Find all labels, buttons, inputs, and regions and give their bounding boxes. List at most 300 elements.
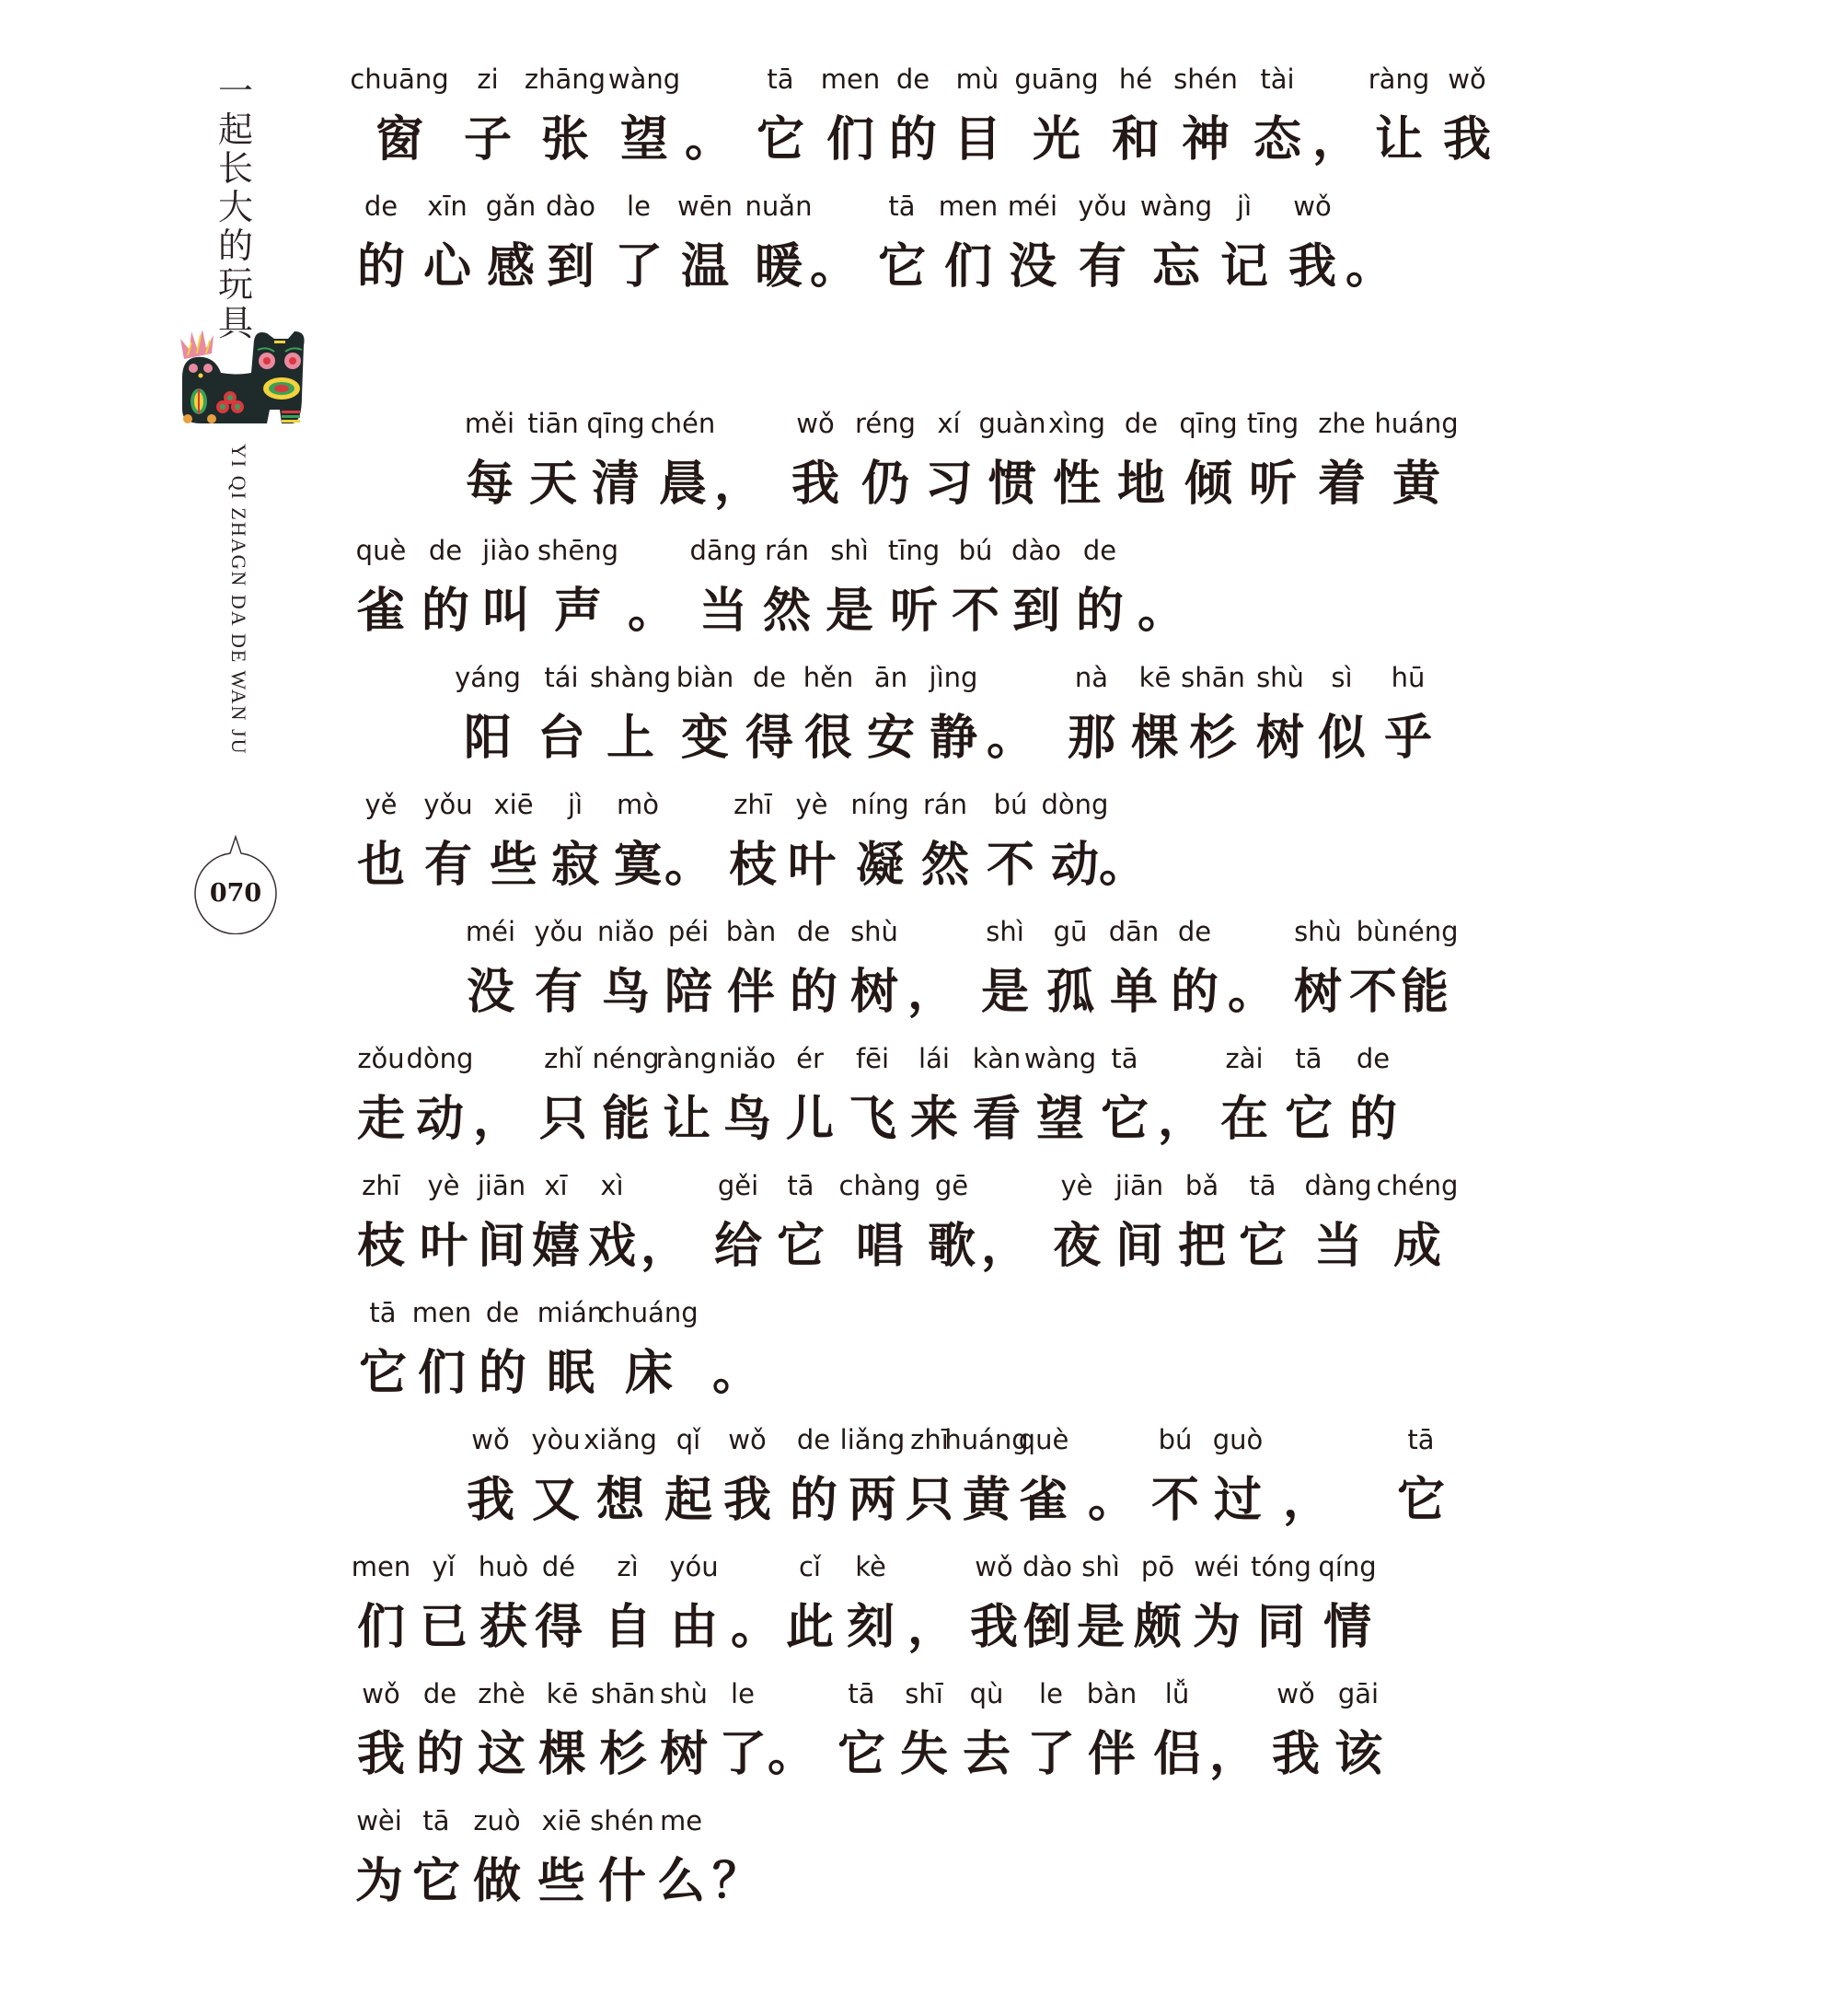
pinyin-syllable: gāi — [1337, 1678, 1380, 1709]
hanzi-character: 动 — [415, 1092, 465, 1147]
pinyin-syllable: wǒ — [728, 1424, 767, 1455]
hanzi-character: 黄 — [1392, 457, 1441, 512]
pinyin-syllable: de — [752, 662, 787, 693]
pinyin-syllable: shù — [1256, 662, 1304, 693]
pinyin-syllable: de — [1082, 535, 1117, 566]
punctuation: ， — [1282, 1473, 1332, 1528]
pinyin-syllable: zǒu — [357, 1043, 405, 1074]
hanzi-character: 们 — [826, 112, 875, 168]
pinyin-syllable: què — [355, 535, 407, 566]
hanzi-character: 由 — [669, 1600, 719, 1655]
pinyin-syllable: chéng — [1376, 1170, 1459, 1201]
folk-toy-tiger-icon — [164, 322, 311, 433]
pinyin-syllable: zuò — [473, 1805, 521, 1836]
hanzi-character: 颇 — [1133, 1600, 1183, 1655]
hanzi-character: 倾 — [1184, 457, 1233, 512]
hanzi-character: 侣 — [1152, 1727, 1202, 1782]
pinyin-syllable: tīng — [1246, 408, 1299, 439]
pinyin-syllable: guàn — [978, 408, 1046, 439]
pinyin-syllable: yòu — [531, 1424, 581, 1455]
pinyin-syllable: zhe — [1318, 408, 1366, 439]
pinyin-syllable: shì — [986, 916, 1024, 947]
pinyin-syllable: yáng — [455, 662, 521, 693]
hanzi-character: 又 — [531, 1473, 581, 1528]
pinyin-syllable: yǒu — [423, 789, 473, 820]
pinyin-syllable: péi — [667, 916, 710, 947]
pinyin-syllable: bú — [993, 789, 1028, 820]
pinyin-syllable: me — [659, 1805, 703, 1836]
hanzi-character: 有 — [423, 838, 473, 893]
hanzi-character: 是 — [1076, 1600, 1126, 1655]
punctuation: ， — [980, 1219, 1030, 1274]
hanzi-character: 它 — [756, 112, 805, 168]
hanzi-character: 的 — [888, 112, 938, 168]
hanzi-character: 上 — [606, 711, 655, 766]
hanzi-character: 感 — [486, 239, 536, 295]
hanzi-character: 儿 — [785, 1092, 835, 1147]
hanzi-character: 么 — [656, 1854, 706, 1909]
punctuation: 。 — [1137, 584, 1186, 639]
hanzi-character: 雀 — [1019, 1473, 1068, 1528]
pinyin-syllable: wǒ — [1293, 191, 1332, 222]
hanzi-character: 我 — [791, 457, 840, 512]
punctuation: ， — [472, 1092, 522, 1147]
hanzi-character: 来 — [909, 1092, 959, 1147]
hanzi-character: 光 — [1032, 112, 1081, 168]
hanzi-character: 到 — [546, 239, 595, 295]
pinyin-syllable: bàn — [1086, 1678, 1138, 1709]
pinyin-syllable: wàng — [607, 64, 681, 95]
pinyin-syllable: hěn — [803, 662, 854, 693]
hanzi-character: 什 — [597, 1854, 647, 1909]
pinyin-syllable: de — [1356, 1043, 1391, 1074]
hanzi-character: 为 — [354, 1854, 404, 1909]
hanzi-character: 阳 — [463, 711, 513, 766]
hanzi-character: 地 — [1116, 457, 1166, 512]
hanzi-character: 在 — [1219, 1092, 1269, 1147]
pinyin-syllable: zhī — [910, 1424, 949, 1455]
pinyin-syllable: kàn — [972, 1043, 1022, 1074]
pinyin-syllable: de — [364, 191, 398, 222]
hanzi-character: 树 — [849, 965, 899, 1020]
pinyin-syllable: kē — [546, 1678, 579, 1709]
hanzi-character: 它 — [358, 1346, 408, 1401]
pinyin-syllable: měi — [464, 408, 515, 439]
hanzi-character: 安 — [866, 711, 916, 766]
pinyin-syllable: zhī — [362, 1170, 400, 1201]
hanzi-character: 那 — [1067, 711, 1116, 766]
pinyin-syllable: tiān — [527, 408, 579, 439]
pinyin-syllable: men — [938, 191, 999, 222]
pinyin-syllable: réng — [855, 408, 916, 439]
pinyin-syllable: méi — [465, 916, 516, 947]
punctuation: 。 — [986, 711, 1035, 766]
pinyin-syllable: biàn — [676, 662, 734, 693]
pinyin-syllable: huò — [478, 1551, 529, 1582]
hanzi-character: 当 — [699, 584, 748, 639]
hanzi-character: 是 — [980, 965, 1030, 1020]
pinyin-syllable: mián — [537, 1297, 605, 1328]
pinyin-syllable: tái — [544, 662, 579, 693]
hanzi-character: 树 — [1293, 965, 1343, 1020]
pinyin-syllable: fēi — [855, 1043, 890, 1074]
pinyin-syllable: nà — [1074, 662, 1109, 693]
pinyin-syllable: zhè — [478, 1678, 526, 1709]
hanzi-character: 想 — [595, 1473, 645, 1528]
hanzi-character: 然 — [920, 838, 970, 893]
hanzi-character: 的 — [789, 965, 838, 1020]
punctuation: 。 — [1098, 838, 1148, 893]
punctuation: ， — [1311, 112, 1361, 168]
pinyin-syllable: dé — [541, 1551, 576, 1582]
pinyin-syllable: bǎ — [1184, 1170, 1219, 1201]
pinyin-syllable: xīn — [427, 191, 468, 222]
hanzi-character: 也 — [356, 838, 406, 893]
pinyin-syllable: tài — [1260, 64, 1295, 95]
pinyin-syllable: le — [1039, 1678, 1063, 1709]
pinyin-syllable: zài — [1225, 1043, 1264, 1074]
pinyin-syllable: yè — [1060, 1170, 1093, 1201]
hanzi-character: 只 — [538, 1092, 588, 1147]
pinyin-syllable: wǒ — [1448, 64, 1486, 95]
hanzi-character: 戏 — [587, 1219, 637, 1274]
pinyin-syllable: gū — [1053, 916, 1088, 947]
hanzi-character: 的 — [478, 1346, 527, 1401]
pinyin-syllable: de — [796, 916, 831, 947]
pinyin-syllable: shén — [590, 1805, 654, 1836]
pinyin-syllable: men — [411, 1297, 472, 1328]
book-title-vertical — [214, 72, 258, 342]
hanzi-character: 变 — [680, 711, 730, 766]
hanzi-character: 我 — [356, 1727, 406, 1782]
pinyin-syllable: gē — [934, 1170, 969, 1201]
hanzi-character: 我 — [466, 1473, 515, 1528]
hanzi-character: 刻 — [846, 1600, 895, 1655]
punctuation: ， — [1208, 1727, 1258, 1782]
pinyin-syllable: dāng — [689, 535, 757, 566]
pinyin-syllable: xī — [544, 1170, 568, 1201]
pinyin-syllable: xiē — [493, 789, 534, 820]
hanzi-character: 听 — [1248, 457, 1298, 512]
pinyin-syllable: bú — [1158, 1424, 1193, 1455]
hanzi-character: 过 — [1213, 1473, 1263, 1528]
hanzi-character: 孤 — [1045, 965, 1095, 1020]
hanzi-character: 只 — [905, 1473, 954, 1528]
pinyin-syllable: niǎo — [719, 1043, 776, 1074]
pinyin-syllable: shān — [1181, 662, 1245, 693]
pinyin-syllable: qíng — [1318, 1551, 1377, 1582]
hanzi-character: 清 — [591, 457, 641, 512]
book-title-char: 具 — [217, 303, 253, 343]
hanzi-character: 飞 — [848, 1092, 897, 1147]
hanzi-character: 它 — [1284, 1092, 1334, 1147]
hanzi-character: 的 — [415, 1727, 465, 1782]
hanzi-character: 获 — [479, 1600, 528, 1655]
pinyin-syllable: néng — [592, 1043, 660, 1074]
hanzi-character: 给 — [713, 1219, 763, 1274]
pinyin-syllable: wǒ — [975, 1551, 1013, 1582]
pinyin-syllable: shù — [660, 1678, 708, 1709]
pinyin-syllable: bú — [958, 535, 993, 566]
book-title-pinyin: YI QI ZHAGN DA DE WAN JU — [227, 444, 250, 756]
hanzi-character: 杉 — [1188, 711, 1238, 766]
pinyin-syllable: gěi — [717, 1170, 759, 1201]
hanzi-character: 没 — [1008, 239, 1057, 295]
hanzi-character: 枝 — [356, 1219, 406, 1274]
pinyin-syllable: de — [428, 535, 463, 566]
hanzi-character: 的 — [1170, 965, 1219, 1020]
hanzi-character: 望 — [619, 112, 669, 168]
hanzi-character: 我 — [722, 1473, 772, 1528]
pinyin-syllable: wèi — [356, 1805, 402, 1836]
book-title-char: 一 — [217, 71, 253, 111]
pinyin-syllable: xiē — [541, 1805, 582, 1836]
hanzi-character: 晨 — [658, 457, 708, 512]
hanzi-character: 得 — [534, 1600, 583, 1655]
hanzi-character: 不 — [951, 584, 1000, 639]
hanzi-character: 倒 — [1022, 1600, 1072, 1655]
pinyin-syllable: de — [485, 1297, 520, 1328]
pinyin-syllable: kè — [855, 1551, 886, 1582]
pinyin-syllable: yóu — [669, 1551, 719, 1582]
hanzi-character: 它 — [1396, 1473, 1446, 1528]
pinyin-syllable: jiān — [477, 1170, 526, 1201]
hanzi-character: 和 — [1111, 112, 1161, 168]
punctuation: 。 — [664, 838, 713, 893]
pinyin-syllable: kē — [1138, 662, 1172, 693]
hanzi-character: 黄 — [962, 1473, 1011, 1528]
pinyin-syllable: yè — [427, 1170, 460, 1201]
hanzi-character: 天 — [528, 457, 578, 512]
hanzi-character: 了 — [1026, 1727, 1076, 1782]
hanzi-character: 着 — [1317, 457, 1367, 512]
hanzi-character: 们 — [417, 1346, 467, 1401]
pinyin-syllable: tā — [1407, 1424, 1435, 1455]
pinyin-syllable: chuāng — [350, 64, 449, 95]
pinyin-syllable: ér — [796, 1043, 824, 1074]
hanzi-character: 的 — [356, 239, 406, 295]
pinyin-syllable: shù — [850, 916, 898, 947]
pinyin-syllable: qù — [969, 1678, 1004, 1709]
hanzi-character: 暖 — [754, 239, 803, 295]
pinyin-syllable: yǐ — [432, 1551, 456, 1582]
punctuation: ， — [907, 965, 956, 1020]
hanzi-character: 望 — [1035, 1092, 1085, 1147]
pinyin-syllable: néng — [1391, 916, 1459, 947]
pinyin-syllable: hū — [1391, 662, 1426, 693]
pinyin-syllable: qīng — [586, 408, 645, 439]
hanzi-character: 些 — [537, 1854, 586, 1909]
hanzi-character: 为 — [1192, 1600, 1242, 1655]
pinyin-syllable: dān — [1108, 916, 1160, 947]
hanzi-character: 它 — [1238, 1219, 1288, 1274]
pinyin-syllable: méi — [1007, 191, 1058, 222]
pinyin-syllable: shī — [905, 1678, 943, 1709]
hanzi-character: 单 — [1109, 965, 1159, 1020]
pinyin-syllable: ān — [873, 662, 908, 693]
hanzi-character: 听 — [889, 584, 939, 639]
hanzi-character: 能 — [601, 1092, 651, 1147]
pinyin-syllable: chén — [650, 408, 716, 439]
pinyin-syllable: guò — [1212, 1424, 1264, 1455]
hanzi-character: 伴 — [1087, 1727, 1137, 1782]
hanzi-character: 它 — [411, 1854, 461, 1909]
pinyin-syllable: tīng — [887, 535, 941, 566]
pinyin-syllable: wàng — [1139, 191, 1213, 222]
pinyin-syllable: wéi — [1194, 1551, 1240, 1582]
pinyin-syllable: chàng — [838, 1170, 921, 1201]
pinyin-syllable: qǐ — [676, 1424, 701, 1455]
pinyin-syllable: huáng — [1374, 408, 1459, 439]
pinyin-syllable: zì — [617, 1551, 639, 1582]
punctuation: 。 — [1227, 965, 1276, 1020]
hanzi-character: 到 — [1011, 584, 1061, 639]
hanzi-character: 声 — [553, 584, 603, 639]
pinyin-syllable: de — [1124, 408, 1159, 439]
pinyin-syllable: wǒ — [1276, 1678, 1315, 1709]
hanzi-character: 看 — [972, 1092, 1022, 1147]
hanzi-character: 叶 — [787, 838, 837, 893]
pinyin-syllable: yǒu — [534, 916, 583, 947]
hanzi-character: 窗 — [375, 112, 424, 168]
punctuation: 。 — [730, 1600, 780, 1655]
pinyin-syllable: zhāng — [524, 64, 606, 95]
hanzi-character: 温 — [680, 239, 730, 295]
pinyin-syllable: wēn — [677, 191, 733, 222]
punctuation: 。 — [711, 1346, 761, 1401]
hanzi-character: 心 — [422, 239, 472, 295]
pinyin-syllable: shàng — [589, 662, 672, 693]
pinyin-syllable: shì — [830, 535, 869, 566]
pinyin-syllable: ràng — [655, 1043, 718, 1074]
hanzi-character: 乎 — [1383, 711, 1433, 766]
pinyin-syllable: chuáng — [599, 1297, 699, 1328]
hanzi-character: 有 — [534, 965, 583, 1020]
pinyin-syllable: shén — [1173, 64, 1238, 95]
hanzi-character: 它 — [776, 1219, 826, 1274]
pinyin-syllable: zhī — [733, 789, 772, 820]
hanzi-character: 嬉 — [531, 1219, 581, 1274]
hanzi-character: 我 — [1271, 1727, 1321, 1782]
pinyin-syllable: tā — [422, 1805, 450, 1836]
pinyin-syllable: bàn — [725, 916, 777, 947]
pinyin-syllable: xì — [600, 1170, 624, 1201]
pinyin-syllable: dòng — [406, 1043, 474, 1074]
hanzi-character: 同 — [1256, 1600, 1306, 1655]
hanzi-character: 寞 — [613, 838, 663, 893]
hanzi-character: 成 — [1392, 1219, 1442, 1274]
hanzi-character: 凝 — [855, 838, 905, 893]
hanzi-character: 了 — [614, 239, 664, 295]
page-number: 070 — [209, 879, 262, 908]
pinyin-syllable: dào — [546, 191, 595, 222]
hanzi-character: 枝 — [728, 838, 778, 893]
hanzi-character: 它 — [837, 1727, 886, 1782]
pinyin-syllable: dào — [1011, 535, 1061, 566]
pinyin-syllable: de — [422, 1678, 457, 1709]
hanzi-character: 似 — [1317, 711, 1367, 766]
hanzi-character: 不 — [1348, 965, 1398, 1020]
pinyin-syllable: de — [1177, 916, 1212, 947]
book-title-pinyin-vertical — [219, 444, 256, 812]
hanzi-character: 我 — [1288, 239, 1337, 295]
hanzi-character: 性 — [1052, 457, 1102, 512]
hanzi-character: 静 — [929, 711, 978, 766]
pinyin-syllable: tā — [787, 1170, 814, 1201]
hanzi-character: 间 — [1115, 1219, 1164, 1274]
punctuation: 。 — [684, 112, 733, 168]
hanzi-character: 伴 — [726, 965, 776, 1020]
punctuation: ？ — [711, 1854, 761, 1909]
pinyin-syllable: gǎn — [485, 191, 537, 222]
hanzi-character: 能 — [1400, 965, 1450, 1020]
pinyin-syllable: cǐ — [798, 1551, 822, 1582]
hanzi-character: 床 — [624, 1346, 674, 1401]
hanzi-character: 惯 — [988, 457, 1037, 512]
pinyin-syllable: tā — [888, 191, 916, 222]
hanzi-character: 寂 — [550, 838, 600, 893]
book-title-char: 长 — [217, 148, 253, 189]
pinyin-syllable: tā — [848, 1678, 875, 1709]
book-title-char: 大 — [217, 187, 253, 227]
punctuation: ， — [713, 457, 763, 512]
hanzi-character: 忘 — [1151, 239, 1201, 295]
pinyin-syllable: wǒ — [471, 1424, 510, 1455]
hanzi-character: 当 — [1313, 1219, 1363, 1274]
hanzi-character: 很 — [803, 711, 853, 766]
pinyin-syllable: shì — [1081, 1551, 1120, 1582]
hanzi-character: 不 — [1150, 1473, 1200, 1528]
punctuation: 。 — [627, 584, 676, 639]
pinyin-syllable: wàng — [1023, 1043, 1097, 1074]
book-title-char: 的 — [217, 226, 253, 266]
hanzi-character: 些 — [489, 838, 538, 893]
hanzi-character: 没 — [466, 965, 515, 1020]
pinyin-syllable: men — [351, 1551, 411, 1582]
hanzi-character: 仍 — [860, 457, 910, 512]
pinyin-syllable: jiào — [482, 535, 530, 566]
hanzi-character: 雀 — [356, 584, 406, 639]
hanzi-character: 情 — [1322, 1600, 1372, 1655]
pinyin-syllable: liǎng — [839, 1424, 906, 1455]
hanzi-character: 叶 — [419, 1219, 468, 1274]
hanzi-character: 我 — [969, 1600, 1019, 1655]
hanzi-character: 每 — [465, 457, 514, 512]
pinyin-syllable: shù — [1294, 916, 1342, 947]
hanzi-character: 眠 — [546, 1346, 595, 1401]
pinyin-syllable: shān — [591, 1678, 655, 1709]
pinyin-syllable: sì — [1331, 662, 1353, 693]
pinyin-syllable: bù — [1356, 916, 1391, 947]
hanzi-character: 自 — [603, 1600, 653, 1655]
hanzi-character: 它 — [1100, 1092, 1149, 1147]
pinyin-syllable: xìng — [1047, 408, 1106, 439]
pinyin-syllable: lái — [918, 1043, 950, 1074]
pinyin-syllable: men — [820, 64, 881, 95]
pinyin-syllable: le — [731, 1678, 755, 1709]
pinyin-syllable: xiǎng — [583, 1424, 657, 1455]
hanzi-character: 让 — [1374, 112, 1424, 168]
punctuation: ， — [907, 1600, 956, 1655]
hanzi-character: 们 — [356, 1600, 406, 1655]
pinyin-syllable: rán — [922, 789, 968, 820]
hanzi-character: 叫 — [481, 584, 531, 639]
hanzi-character: 有 — [1078, 239, 1127, 295]
pinyin-syllable: huáng — [944, 1424, 1029, 1455]
pinyin-syllable: yě — [364, 789, 398, 820]
hanzi-character: 的 — [421, 584, 470, 639]
pinyin-syllable: mò — [617, 789, 659, 820]
